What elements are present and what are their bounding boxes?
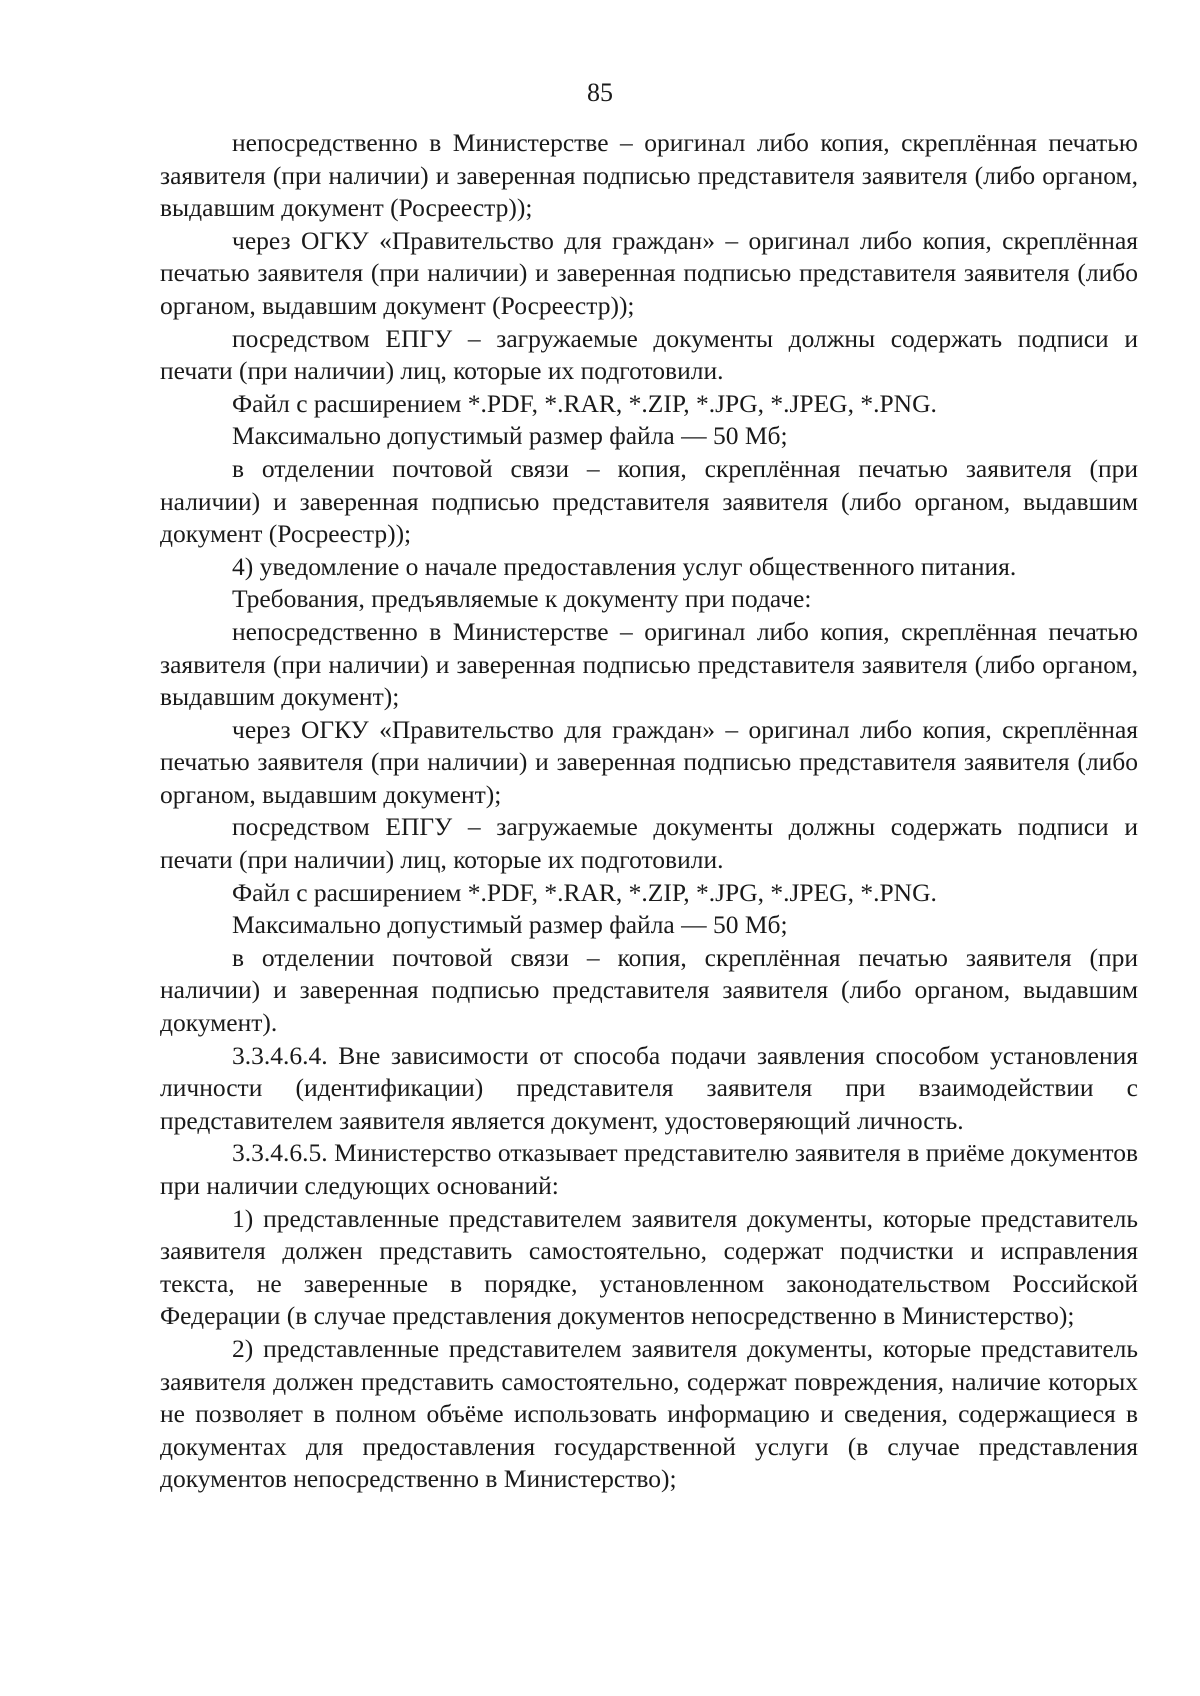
paragraph: Требования, предъявляемые к документу при подаче: bbox=[232, 584, 812, 614]
paragraph: посредством ЕПГУ – загружаемые документы должны содержать подписи и печати (при наличии) лиц, которые их подготовили. bbox=[160, 812, 1138, 875]
paragraph: в отделении почтовой связи – копия, скреплённая печатью заявителя (при наличии) и заверенная подписью представителя заявителя (либо органом, выдавшим документ (Росреестр)); bbox=[160, 453, 1138, 549]
paragraph: непосредственно в Министерстве – оригинал либо копия, скреплённая печатью заявителя (при наличии) и заверенная подписью представителя заявителя (либо органом, выдавшим документ); bbox=[160, 616, 1138, 712]
paragraph: Максимально допустимый размер файла — 50 Мб; bbox=[232, 421, 788, 451]
paragraph: в отделении почтовой связи – копия, скреплённая печатью заявителя (при наличии) и заверенная подписью представителя заявителя (либо органом, выдавшим документ). bbox=[160, 942, 1138, 1038]
paragraph: через ОГКУ «Правительство для граждан» – оригинал либо копия, скреплённая печатью заявителя (при наличии) и заверенная подписью представителя заявителя (либо органом, выдавшим документ (Росреестр)); bbox=[160, 225, 1138, 320]
paragraph: 4) уведомление о начале предоставления услуг общественного питания. bbox=[232, 551, 1017, 581]
paragraph: непосредственно в Министерстве – оригинал либо копия, скреплённая печатью заявителя (при наличии) и заверенная подписью представителя заявителя (либо органом, выдавшим документ (Росреестр)); bbox=[160, 128, 1138, 223]
paragraph: 2) представленные представителем заявителя документы, которые представитель заявителя должен представить самостоятельно, содержат повреждения, наличие которых не позволяет в полном объёме использовать информацию и сведения, содержащиеся в документах для предоставления государственной услуги (в случае представления документов непосредственно в Министерство); bbox=[160, 1333, 1138, 1494]
paragraph: 1) представленные представителем заявителя документы, которые представитель заявителя должен представить самостоятельно, содержат подчистки и исправления текста, не заверенные в порядке, установленном законодательством Российской Федерации (в случае представления документов непосредственно в Министерство); bbox=[160, 1203, 1138, 1331]
paragraph: Максимально допустимый размер файла — 50 Мб; bbox=[232, 910, 788, 940]
page-number: 85 bbox=[587, 78, 613, 107]
paragraph: через ОГКУ «Правительство для граждан» – оригинал либо копия, скреплённая печатью заявителя (при наличии) и заверенная подписью представителя заявителя (либо органом, выдавшим документ); bbox=[160, 714, 1138, 809]
paragraph: Файл с расширением *.PDF, *.RAR, *.ZIP, *.JPG, *.JPEG, *.PNG. bbox=[232, 877, 937, 907]
document-body bbox=[160, 127, 1138, 1496]
paragraph: 3.3.4.6.5. Министерство отказывает представителю заявителя в приёме документов при наличии следующих оснований: bbox=[160, 1138, 1138, 1200]
paragraph: 3.3.4.6.4. Вне зависимости от способа подачи заявления способом установления личности (идентификации) представителя заявителя при взаимодействии с представителем заявителя является документ, удостоверяющий личность. bbox=[160, 1040, 1138, 1135]
paragraph: посредством ЕПГУ – загружаемые документы должны содержать подписи и печати (при наличии) лиц, которые их подготовили. bbox=[160, 323, 1138, 386]
paragraph: Файл с расширением *.PDF, *.RAR, *.ZIP, *.JPG, *.JPEG, *.PNG. bbox=[232, 388, 937, 418]
